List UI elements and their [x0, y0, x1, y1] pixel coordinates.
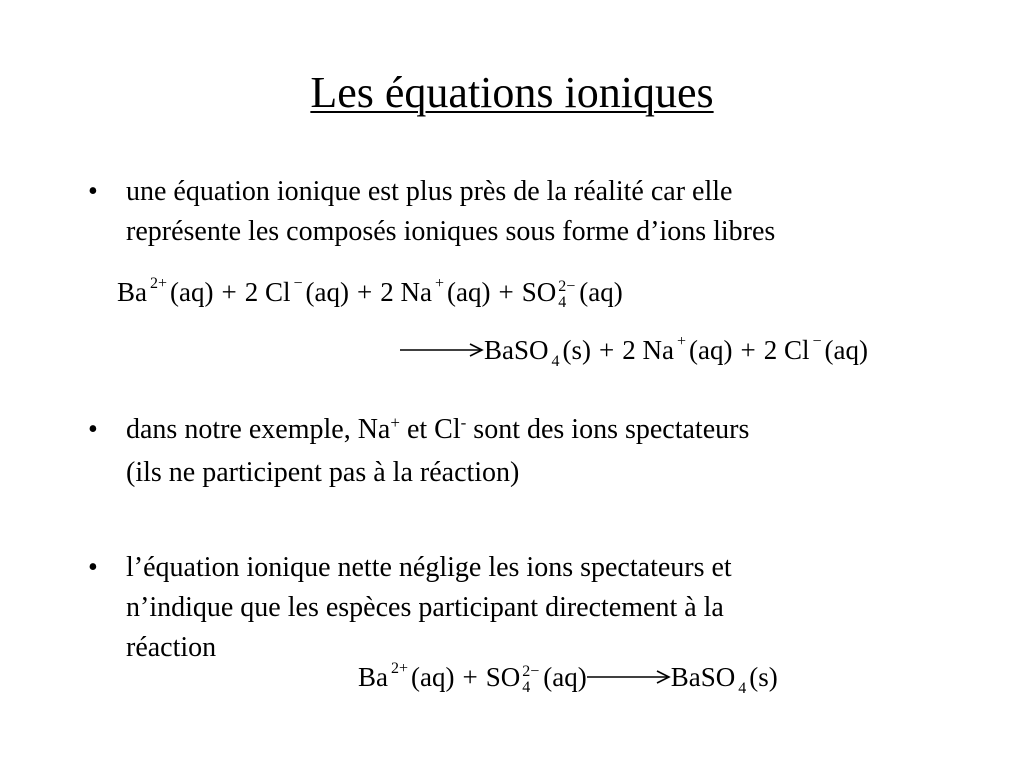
eq3-baso-sub: 4	[738, 680, 747, 697]
eq3-so: SO	[485, 662, 521, 692]
bullet-icon: •	[88, 414, 98, 445]
bullet-text-3	[126, 548, 946, 668]
bullet-1-line-2: représente les composés ioniques sous forme d’ions libres	[126, 216, 776, 247]
bullet-2-suffix: sont des ions spectateurs	[466, 414, 750, 445]
complete-ionic-equation-products	[400, 333, 868, 372]
eq1-so-charge: 2−	[558, 277, 576, 295]
eq1-cl: Cl	[264, 277, 291, 307]
bullet-text-1	[126, 172, 946, 252]
eq1-coef-cl: 2	[244, 277, 259, 307]
net-ionic-equation	[358, 660, 778, 699]
eq1-na: Na	[400, 277, 432, 307]
complete-ionic-equation-reactants	[117, 275, 623, 314]
bullet-text-2	[126, 410, 946, 493]
bullet-icon: •	[88, 552, 98, 583]
eq1-so: SO	[521, 277, 557, 307]
bullet-2-prefix: dans notre exemple, Na	[126, 414, 391, 445]
eq2-na-charge: +	[676, 333, 687, 350]
eq2-aq-1: (aq)	[689, 335, 733, 365]
eq2-na: Na	[642, 335, 674, 365]
reaction-arrow-icon	[400, 340, 484, 360]
eq3-baso: BaSO	[670, 662, 736, 692]
eq2-baso: BaSO	[484, 335, 549, 365]
eq1-plus-2: +	[357, 277, 373, 307]
eq3-aq-2: (aq)	[543, 662, 587, 692]
slide-title: Les équations ioniques	[310, 68, 714, 117]
eq3-aq-1: (aq)	[411, 662, 455, 692]
eq2-cl: Cl	[783, 335, 810, 365]
bullet-3-line-2: n’indique que les espèces participant directement à la	[126, 592, 724, 623]
eq3-ba: Ba	[358, 662, 388, 692]
eq3-ba-charge: 2+	[391, 660, 409, 677]
bullet-2-mid: et Cl	[399, 414, 461, 445]
bullet-2-na-charge: +	[390, 413, 400, 432]
eq2-s: (s)	[562, 335, 592, 365]
eq1-so-sub: 4	[558, 293, 567, 311]
reaction-arrow-icon	[587, 667, 671, 687]
eq2-aq-2: (aq)	[824, 335, 868, 365]
eq3-so-charge: 2−	[522, 662, 540, 680]
eq2-coef-na: 2	[622, 335, 636, 365]
bullet-2-line-2: (ils ne participent pas à la réaction)	[126, 457, 520, 488]
eq1-ba: Ba	[117, 277, 147, 307]
eq1-na-charge: +	[434, 275, 444, 292]
eq1-cl-charge: −	[293, 275, 303, 292]
eq2-plus-2: +	[740, 335, 756, 365]
eq1-plus-3: +	[498, 277, 514, 307]
eq1-aq-2: (aq)	[305, 277, 349, 307]
eq1-plus-1: +	[221, 277, 237, 307]
eq3-so-script	[522, 664, 539, 696]
eq1-aq-4: (aq)	[579, 277, 623, 307]
eq3-s: (s)	[749, 662, 778, 692]
bullet-2-line-1	[126, 410, 946, 453]
eq2-coef-cl: 2	[763, 335, 778, 365]
eq2-cl-charge: −	[812, 333, 822, 350]
bullet-3-line-1: l’équation ionique nette néglige les ions spectateurs et	[126, 552, 732, 583]
eq1-aq-3: (aq)	[447, 277, 491, 307]
eq1-aq-1: (aq)	[170, 277, 214, 307]
eq1-so-script	[558, 279, 575, 311]
bullet-icon: •	[88, 176, 98, 207]
bullet-1-line-1: une équation ionique est plus près de la réalité car elle	[126, 176, 733, 207]
bullet-2-cl-charge: -	[460, 413, 467, 432]
eq2-plus-1: +	[599, 335, 615, 365]
eq2-baso-sub: 4	[551, 353, 560, 370]
bullet-3-line-3: réaction	[126, 632, 217, 663]
eq3-so-sub: 4	[522, 678, 531, 696]
eq1-ba-charge: 2+	[150, 275, 168, 292]
eq3-plus-1: +	[462, 662, 478, 692]
eq1-coef-na: 2	[380, 277, 394, 307]
